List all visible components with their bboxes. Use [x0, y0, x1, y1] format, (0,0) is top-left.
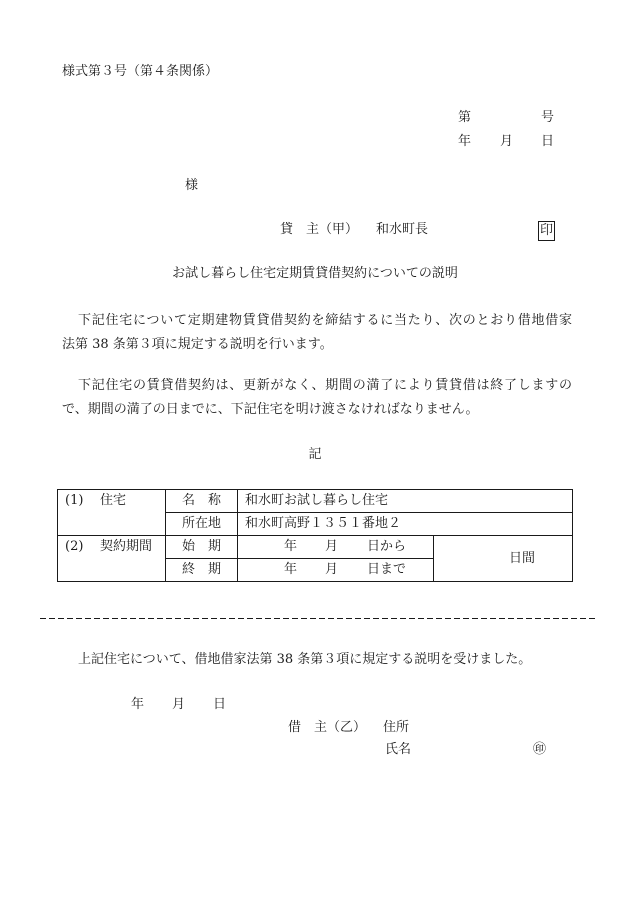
period-start-year: 年 [284, 539, 298, 554]
header-date-year: 年 [458, 134, 472, 149]
period-end-day: 日まで [367, 562, 407, 577]
housing-section-label: 住宅 [100, 493, 127, 508]
housing-address-field: 所在地 [166, 513, 238, 536]
lessor-seal-mark: 印 [538, 221, 555, 241]
paragraph-1-line-1: 下記住宅について定期建物賃貸借契約を締結するに当たり、次のとおり借地借家 [78, 313, 572, 328]
lessee-label: 借 主（乙） [288, 720, 367, 735]
lessor-label: 貸 主（甲） [280, 222, 359, 237]
receipt-statement: 上記住宅について、借地借家法第 38 条第３項に規定する説明を受けました。 [78, 652, 532, 667]
receipt-date-day: 日 [213, 697, 227, 712]
paragraph-2-line-2: で、期間の満了の日までに、下記住宅を明け渡さなければなりません。 [62, 402, 479, 417]
housing-address-value: 和水町高野１３５１番地２ [238, 513, 573, 536]
receipt-date-month: 月 [172, 697, 186, 712]
period-start-day: 日から [367, 539, 407, 554]
lessee-address-label: 住所 [383, 720, 410, 735]
period-start-date [238, 536, 434, 559]
period-end-year: 年 [284, 562, 298, 577]
lessee-name-label: 氏名 [385, 742, 412, 757]
doc-number-prefix: 第 [458, 110, 472, 125]
period-section-label: 契約期間 [100, 539, 153, 554]
form-number: 様式第３号（第４条関係） [62, 64, 219, 79]
header-date-month: 月 [500, 134, 514, 149]
period-start-month: 月 [325, 539, 339, 554]
table-row [58, 536, 573, 559]
lessee-seal-mark: ㊞ [533, 742, 547, 757]
paragraph-2-line-1: 下記住宅の賃貸借契約は、更新がなく、期間の満了により賃貸借は終了しますの [78, 378, 572, 393]
period-duration: 日間 [434, 536, 573, 582]
housing-info-table [57, 489, 573, 582]
receipt-date-year: 年 [131, 697, 145, 712]
paragraph-1-line-2: 法第 38 条第３項に規定する説明を行います。 [62, 337, 333, 352]
period-end-field: 終 期 [166, 559, 238, 582]
period-section-number: (2) [65, 539, 84, 554]
period-section-cell [58, 536, 166, 582]
addressee-honorific: 様 [185, 178, 199, 193]
housing-name-field: 名 称 [166, 490, 238, 513]
table-row [58, 490, 573, 513]
header-date-day: 日 [541, 134, 555, 149]
housing-name-value: 和水町お試し暮らし住宅 [238, 490, 573, 513]
doc-number-suffix: 号 [541, 110, 555, 125]
period-end-month: 月 [325, 562, 339, 577]
cut-line [40, 618, 598, 619]
lessor-name: 和水町長 [376, 222, 429, 237]
period-end-date [238, 559, 434, 582]
period-start-field: 始 期 [166, 536, 238, 559]
document-title: お試し暮らし住宅定期賃貸借契約についての説明 [172, 266, 458, 281]
housing-section-number: (1) [65, 493, 84, 508]
ki-heading: 記 [308, 447, 322, 462]
housing-section-cell [58, 490, 166, 536]
